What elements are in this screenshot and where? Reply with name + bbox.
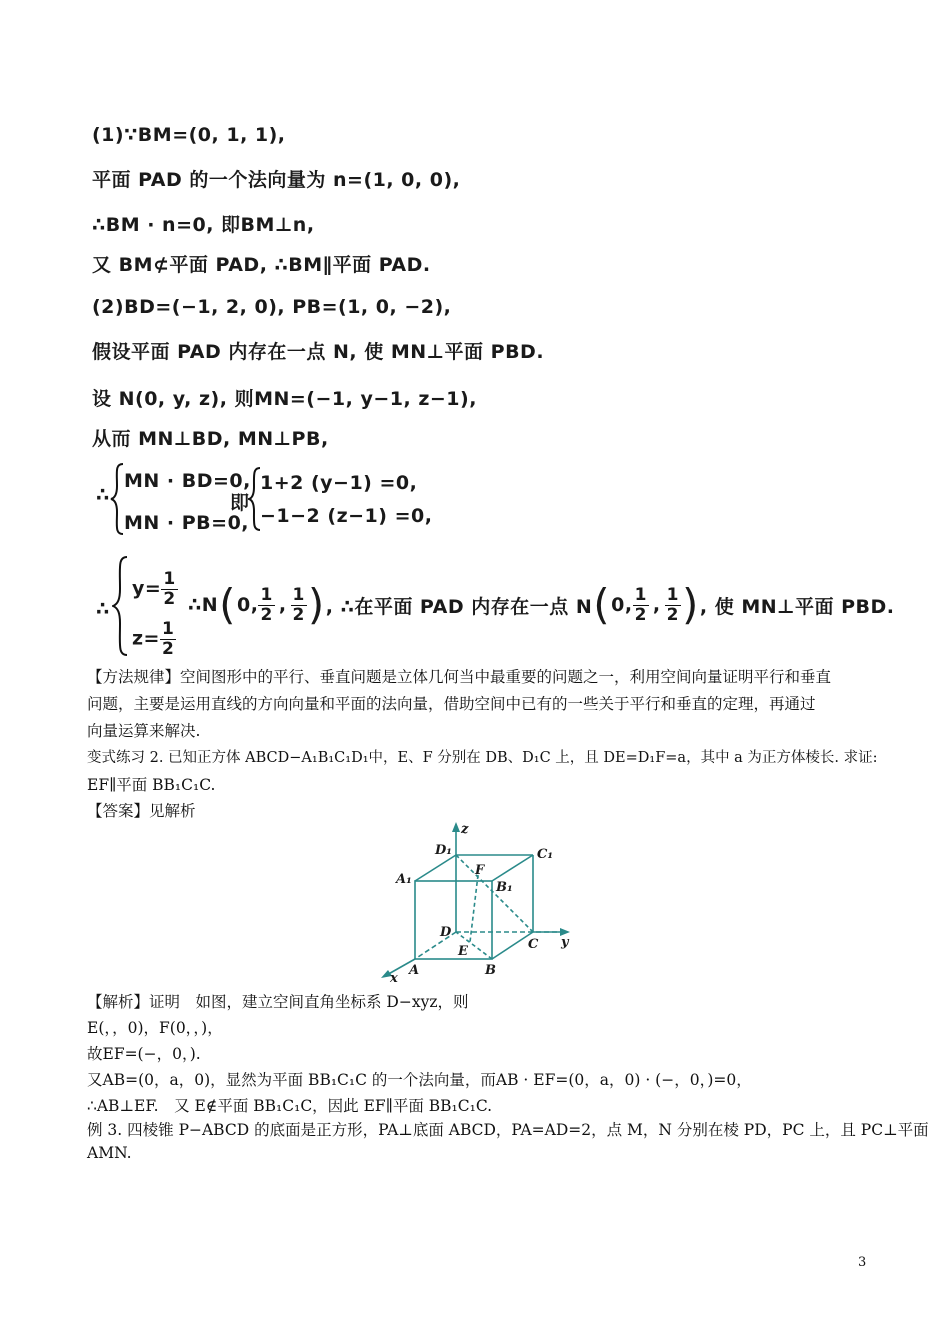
label-E: E — [458, 944, 468, 959]
label-A1: A₁ — [396, 872, 412, 887]
denominator: 2 — [161, 638, 175, 659]
label-C: C — [528, 937, 539, 952]
equation-line — [132, 620, 176, 658]
fraction — [291, 586, 307, 624]
numerator: 1 — [666, 584, 679, 605]
conclusion-line: ∴N ( 0, $\frac{1}{2}$ , $\frac{1}{2}$ ) , ∴在平面 PAD 内存在一点 N ( 0, $\frac{1}{2}$ , $\frac{1}{2}$ ) , 使 MN⊥平面 PBD. — [188, 580, 895, 629]
solution-line: (1)∵BM=(0, 1, 1), — [92, 124, 286, 146]
answer-line: 【答案】见解析 — [87, 802, 196, 820]
front-face — [415, 881, 492, 959]
fraction — [258, 586, 274, 624]
numerator: 1 — [634, 584, 647, 605]
edge-BC — [492, 932, 533, 959]
equation-word: 即 — [230, 492, 250, 514]
z-label: z= — [132, 627, 160, 650]
equation-line: MN · PB=0, — [124, 512, 250, 534]
fraction — [633, 586, 649, 624]
solution-line: 设 N(0, y, z), 则MN=(−1, y−1, z−1), — [92, 388, 477, 410]
left-paren: ( — [593, 580, 611, 629]
fraction — [665, 586, 681, 624]
analysis-line: 故EF=(−，0，). — [87, 1045, 201, 1063]
solution-line: 又 BM⊄平面 PAD, ∴BM∥平面 PAD. — [92, 254, 431, 276]
method-rule-line: 向量运算来解决. — [87, 722, 201, 740]
label-F: F — [475, 863, 485, 878]
equation-line: −1−2 (z−1) =0, — [260, 505, 433, 527]
denominator: 2 — [666, 604, 679, 625]
solution-line: 平面 PAD 的一个法向量为 n=(1, 0, 0), — [92, 169, 461, 191]
left-brace-icon — [112, 555, 130, 657]
numerator: 1 — [260, 584, 273, 605]
label-A: A — [409, 963, 420, 978]
analysis-line: E(，，0)，F(0，，)， — [87, 1019, 223, 1037]
equation-line: 1+2 (y−1) =0, — [260, 472, 418, 494]
label-B: B — [485, 963, 496, 978]
analysis-line: 又AB=(0，a，0)，显然为平面 BB₁C₁C 的一个法向量，而AB · EF=(0，a，0) · (−，0，)=0， — [87, 1071, 752, 1089]
therefore-symbol: ∴ — [96, 598, 110, 620]
right-paren: ) — [307, 580, 325, 629]
solution-line: ∴BM · n=0, 即BM⊥n, — [92, 214, 315, 236]
label-x: x — [390, 971, 398, 986]
diagonal-D1C — [456, 855, 533, 932]
label-C1: C₁ — [537, 847, 554, 862]
denominator: 2 — [260, 604, 273, 625]
edge-A1D1 — [415, 855, 456, 881]
label-B1: B₁ — [496, 880, 513, 895]
y-label: y= — [132, 577, 162, 600]
solution-line: (2)BD=(−1, 2, 0), PB=(1, 0, −2), — [92, 296, 452, 318]
fraction — [161, 570, 177, 608]
numerator: 1 — [163, 569, 176, 589]
conclusion-text: 0, — [237, 594, 259, 616]
example-line: 例 3. 四棱锥 P−ABCD 的底面是正方形，PA⊥底面 ABCD，PA=AD=2，点 M，N 分别在棱 PD，PC 上，且 PC⊥平面 — [87, 1121, 929, 1139]
equation-line: MN · BD=0, — [124, 470, 251, 492]
analysis-line: 【解析】证明 如图，建立空间直角坐标系 D−xyz，则 — [87, 993, 469, 1011]
denominator: 2 — [163, 588, 176, 609]
label-z: z — [461, 822, 469, 837]
denominator: 2 — [634, 604, 647, 625]
conclusion-text: , ∴在平面 PAD 内存在一点 N — [325, 595, 593, 618]
label-D: D — [440, 925, 452, 940]
exercise-line: EF∥平面 BB₁C₁C. — [87, 776, 216, 794]
exercise-line: 变式练习 2. 已知正方体 ABCD−A₁B₁C₁D₁中，E、F 分别在 DB、D₁C 上，且 DE=D₁F=a，其中 a 为正方体棱长. 求证: — [87, 750, 878, 766]
method-rule-line: 问题，主要是运用直线的方向向量和平面的法向量，借助空间中已有的一些关于平行和垂直的定理，再通过 — [87, 695, 816, 713]
example-line: AMN. — [87, 1144, 132, 1162]
fraction — [160, 620, 176, 658]
cube-coordinate-figure — [375, 818, 585, 986]
conclusion-text: , 使 MN⊥平面 PBD. — [699, 595, 895, 618]
label-y: y — [561, 935, 569, 950]
conclusion-text: 0, — [611, 594, 633, 616]
page-number: 3 — [858, 1255, 867, 1270]
denominator: 2 — [292, 604, 305, 625]
conclusion-text: ∴N — [188, 594, 219, 616]
left-paren: ( — [219, 580, 237, 629]
solution-line: 假设平面 PAD 内存在一点 N, 使 MN⊥平面 PBD. — [92, 341, 545, 363]
numerator: 1 — [292, 584, 305, 605]
equation-line — [132, 570, 178, 608]
therefore-symbol: ∴ — [96, 484, 110, 506]
z-axis-arrow-icon — [452, 822, 460, 832]
edge-B1C1 — [492, 855, 533, 881]
label-D1: D₁ — [435, 843, 452, 858]
method-rule-line: 【方法规律】空间图形中的平行、垂直问题是立体几何当中最重要的问题之一，利用空间向量证明平行和垂直 — [87, 668, 832, 686]
right-paren: ) — [681, 580, 699, 629]
solution-line: 从而 MN⊥BD, MN⊥PB, — [92, 428, 329, 450]
analysis-line: ∴AB⊥EF. 又 E∉平面 BB₁C₁C，因此 EF∥平面 BB₁C₁C. — [87, 1097, 493, 1115]
numerator: 1 — [161, 619, 175, 639]
